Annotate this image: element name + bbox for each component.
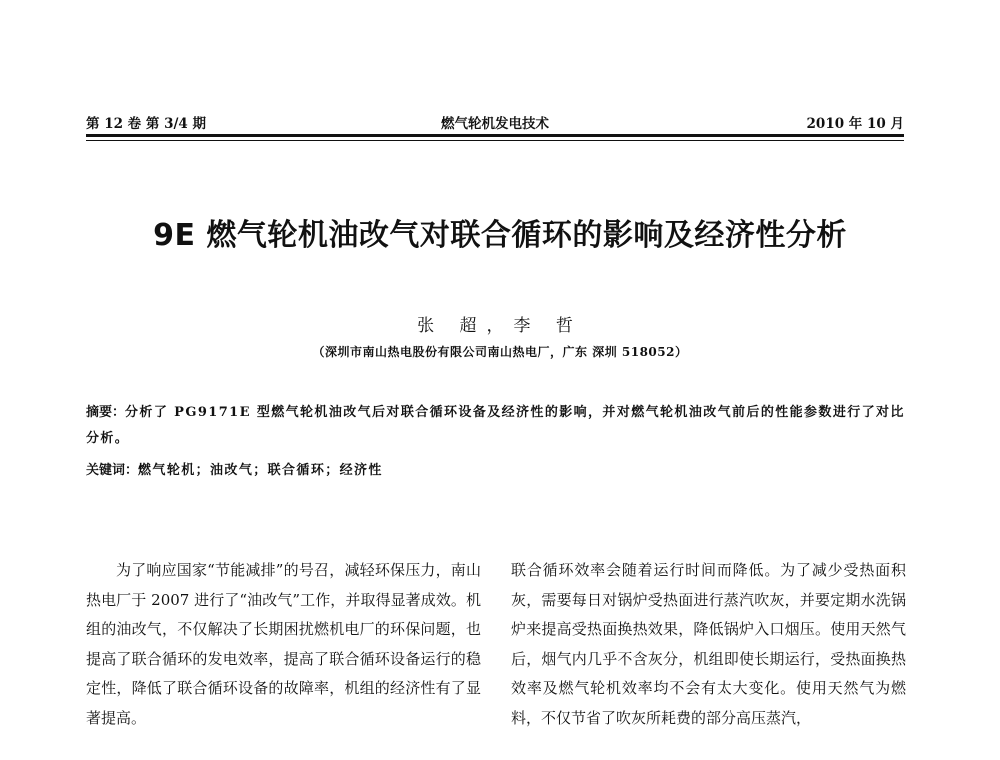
abstract-text: 分析了 PG9171E 型燃气轮机油改气后对联合循环设备及经济性的影响，并对燃气轮机油改气前后的性能参数进行了对比分析。 xyxy=(86,405,905,446)
abstract xyxy=(86,400,906,452)
authors: 张 超，李 哲 xyxy=(417,316,583,336)
body-paragraph: 为了响应国家“节能减排”的号召，减轻环保压力，南山热电厂于 2007 进行了“油改气”工作，并取得显著成效。机组的油改气，不仅解决了长期困扰燃机电厂的环保问题，也提高了联合循环的发电效率，提高了联合循环设备运行的稳定性，降低了联合循环设备的故障率，机组的经济性有了显著提高。 xyxy=(86,561,481,727)
body-left-column xyxy=(86,556,481,733)
body-right-column xyxy=(511,556,906,733)
paper-title: 9E 燃气轮机油改气对联合循环的影响及经济性分析 xyxy=(153,218,847,253)
header-rule-thick xyxy=(86,134,904,137)
keywords-text: 燃气轮机；油改气；联合循环；经济性 xyxy=(138,463,383,478)
abstract-label: 摘要： xyxy=(86,405,126,420)
body-paragraph-continued: 联合循环效率会随着运行时间而降低。为了减少受热面积灰，需要每日对锅炉受热面进行蒸汽吹灰，并要定期水洗锅炉来提高受热面换热效果，降低锅炉入口烟压。使用天然气后，烟气内几乎不含灰分，机组即使长期运行，受热面换热效率及燃气轮机效率均不会有太大变化。使用天然气为燃料，不仅节省了吹灰所耗费的部分高压蒸汽， xyxy=(511,561,906,727)
keywords xyxy=(86,458,906,484)
volume-issue: 第 12 卷 第 3/4 期 xyxy=(86,116,207,132)
keywords-label: 关键词： xyxy=(86,463,139,478)
affiliation: （深圳市南山热电股份有限公司南山热电厂，广东 深圳 518052） xyxy=(312,345,688,359)
publication-date: 2010 年 10 月 xyxy=(806,116,904,132)
running-header xyxy=(86,108,904,134)
header-rule-thin xyxy=(86,140,904,141)
journal-name: 燃气轮机发电技术 xyxy=(441,116,549,132)
